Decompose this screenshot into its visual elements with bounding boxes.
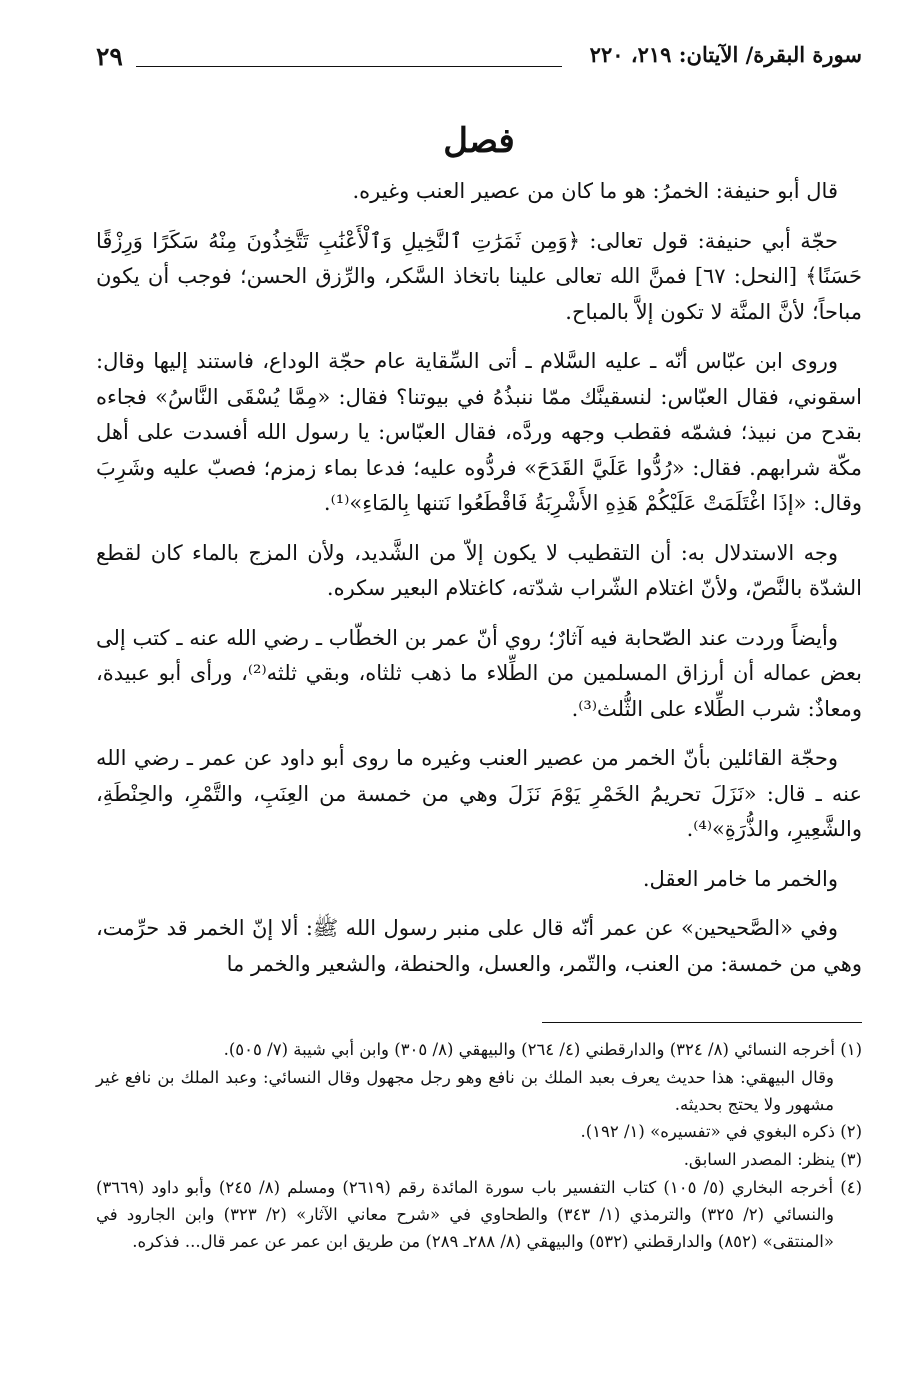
section-title: فصل xyxy=(443,121,515,161)
paragraph: وروى ابن عبّاس أنّه ـ عليه السَّلام ـ أتى السِّقاية عام حجّة الوداع، فاستند إليها وقال: اسقوني، فقال العبّاس: لنسقينَّك ممّا ننبذُهُ في بيوتنا؟ فقال: «مِمَّا يُسْقَى النَّاسُ» فجاءه بقدح من نبيذ؛ فشمّه فقطب وجهه وردَّه، فقال العبّاس: يا رسول الله أفسدت على أهل مكّة شرابهم. فقال: «رُدُّوا عَلَيَّ القَدَحَ» فردُّوه عليه؛ فدعا بماء زمزم؛ فصبّ عليه وشَرِبَ وقال: «إذَا اغْتَلَمَتْ عَلَيْكُمْ هَذِهِ الأَشْرِبَةُ فَاقْطَعُوا نَتنها بِالمَاءِ»⁽¹⁾. xyxy=(96,349,862,515)
paragraph: وفي «الصَّحيحين» عن عمر أنّه قال على منبر رسول الله ﷺ: ألا إنّ الخمر قد حرِّمت، وهي من خمسة: من العنب، والتّمر، والعسل، والحنطة، والشعير والخمر ما xyxy=(96,916,862,976)
footnote-separator xyxy=(542,1022,862,1023)
footnote: (٣) ينظر: المصدر السابق. xyxy=(683,1150,862,1169)
header-rule xyxy=(136,66,562,67)
footnote: (١) أخرجه النسائي (٨/ ٣٢٤) والدارقطني (٤/ ٢٦٤) والبيهقي (٨/ ٣٠٥) وابن أبي شيبة (٧/ ٥٠٥). xyxy=(223,1040,862,1059)
paragraph: والخمر ما خامر العقل. xyxy=(642,866,838,891)
footnote-continuation: وقال البيهقي: هذا حديث يعرف بعبد الملك بن نافع وهو رجل مجهول وقال النسائي: وعبد الملك بن نافع غير مشهور ولا يحتج بحديثه. xyxy=(96,1068,834,1114)
paragraph: وأيضاً وردت عند الصّحابة فيه آثارٌ؛ روي أنّ عمر بن الخطّاب ـ رضي الله عنه ـ كتب إلى بعض عماله أن أرزاق المسلمين من الطِّلاء ما ذهب ثلثاه، وبقي ثلثه⁽²⁾، ورأى أبو عبيدة، ومعاذٌ: شرب الطِّلاء على الثُّلث⁽³⁾. xyxy=(96,625,862,721)
paragraph: قال أبو حنيفة: الخمرُ: هو ما كان من عصير العنب وغيره. xyxy=(352,179,838,203)
paragraph: حجّة أبي حنيفة: قول تعالى: ﴿وَمِن ثَمَرَٰتِ ٱلنَّخِيلِ وَٱلْأَعْنَٰبِ تَتَّخِذُونَ مِنْهُ سَكَرًا وَرِزْقًا حَسَنًا﴾ [النحل: ٦٧] فمنَّ الله تعالى علينا باتخاذ السَّكر، والرِّزق الحسن؛ فوجب أن يكون مباحاً؛ لأنَّ المنَّة لا تكون إلاَّ بالمباح. xyxy=(96,228,862,324)
page-header xyxy=(96,36,862,80)
footnotes xyxy=(96,1036,862,1256)
footnote: (٤) أخرجه البخاري (٥/ ١٠٥) كتاب التفسير باب سورة المائدة رقم (٢٦١٩) ومسلم (٨/ ٢٤٥) وأبو داود (٣٦٦٩) والنسائي (٢/ ٣٢٥) والترمذي (١/ ٣٤٣) والطحاوي في «شرح معاني الآثار» (٢/ ٣٢٣) وابن الجارود في «المنتقى» (٨٥٢) والدارقطني (٥٣٢) والبيهقي (٨/ ٢٨٨ـ ٢٨٩) من طريق ابن عمر عن عمر قال... فذكره. xyxy=(96,1178,863,1251)
main-text xyxy=(96,118,862,996)
paragraph: وحجّة القائلين بأنّ الخمر من عصير العنب وغيره ما روى أبو داود عن عمر ـ رضي الله عنه ـ قال: «نَزَلَ تحريمُ الخَمْرِ يَوْمَ نَزَلَ وهي من خمسة من العِنَبِ، والتَّمْرِ، والحِنْطَةِ، والشَّعِيرِ، والذُّرَةِ»⁽⁴⁾. xyxy=(96,746,862,841)
footnote: (٢) ذكره البغوي في «تفسيره» (١/ ١٩٢). xyxy=(580,1122,862,1141)
page-number: ٢٩ xyxy=(96,42,123,71)
running-title: سورة البقرة/ الآيتان: ٢١٩، ٢٢٠ xyxy=(589,42,862,67)
paragraph: وجه الاستدلال به: أن التقطيب لا يكون إلاّ من الشَّديد، ولأن المزج بالماء كان لقطع الشدّة بالنَّصّ، ولأنّ اغتلام الشّراب شدّته، كاغتلام البعير سكره. xyxy=(96,540,862,600)
